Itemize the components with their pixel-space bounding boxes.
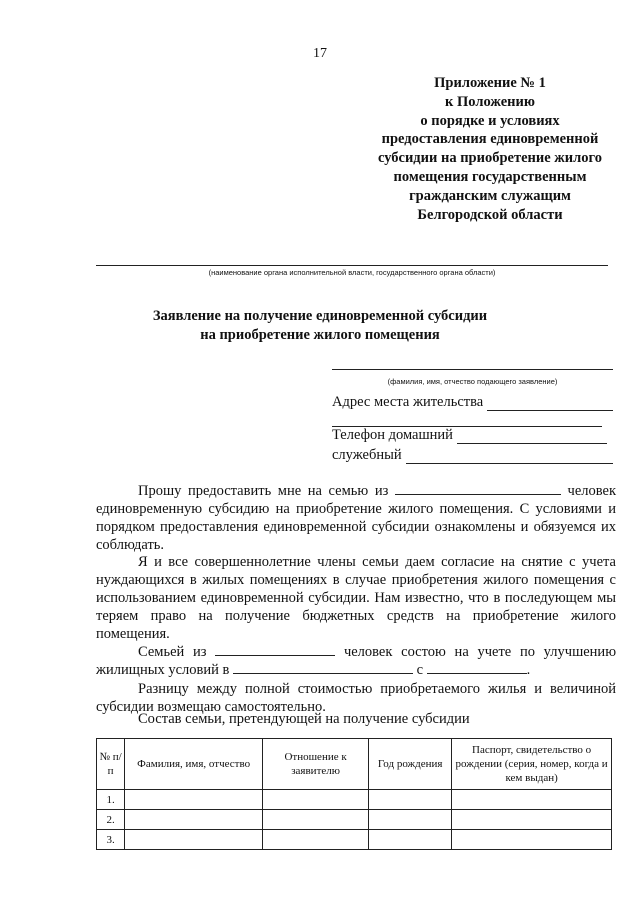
address-blank[interactable] xyxy=(487,396,613,411)
cell-relationship[interactable] xyxy=(263,810,369,830)
header-passport: Паспорт, свидетельство о рождении (серия, номер, когда и кем выдан) xyxy=(452,739,612,790)
header-relationship: Отношение к заявителю xyxy=(263,739,369,790)
request-text-start: Прошу предоставить мне на семью из xyxy=(138,483,389,499)
request-text-end: человек единовременную субсидию на приобретение жилого помещения. С условиями и порядком предоставления единовременной субсидии ознакомлены и обязуемся их соблюдать. xyxy=(96,483,617,553)
family-count-blank[interactable] xyxy=(215,643,335,656)
row-number: 3. xyxy=(97,830,125,850)
table-row xyxy=(97,830,612,850)
header-full-name: Фамилия, имя, отчество xyxy=(125,739,263,790)
org-name-caption: (наименование органа исполнительной власти, государственного органа области) xyxy=(208,268,496,277)
table-header-row xyxy=(97,739,612,790)
paragraph-waiting-list xyxy=(96,643,616,679)
address-field xyxy=(332,394,613,411)
cell-full-name[interactable] xyxy=(125,810,263,830)
cell-relationship[interactable] xyxy=(263,790,369,810)
cell-relationship[interactable] xyxy=(263,830,369,850)
work-phone-label: служебный xyxy=(332,447,402,463)
appendix-line: к Положению xyxy=(445,93,535,110)
cell-birth-year[interactable] xyxy=(369,810,452,830)
appendix-line: о порядке и условиях xyxy=(420,112,560,129)
work-phone-field xyxy=(332,447,613,464)
appendix-line: предоставления единовременной xyxy=(381,131,599,148)
appendix-line: гражданским служащим xyxy=(409,187,571,204)
appendix-header xyxy=(340,74,640,224)
cell-birth-year[interactable] xyxy=(369,790,452,810)
home-phone-blank[interactable] xyxy=(457,429,607,444)
family-size-blank[interactable] xyxy=(395,482,561,495)
waiting-text-1: Семьей из xyxy=(138,644,207,660)
appendix-line: помещения государственным xyxy=(393,168,587,185)
family-members-table xyxy=(96,738,612,850)
title-line-2: на приобретение жилого помещения xyxy=(200,327,440,343)
appendix-line: субсидии на приобретение жилого xyxy=(377,150,603,167)
appendix-line: Белгородской области xyxy=(417,206,563,223)
paragraph-request xyxy=(96,482,616,554)
paragraph-consent: Я и все совершеннолетние члены семьи даем согласие на снятие с учета нуждающихся в жилых помещениях в случае приобретения жилого помещения с использованием единовременной субсидии. Нам известно, что в последующем мы теряем право на получение бюджетных средств на приобретение жилого помещения. xyxy=(96,554,616,642)
address-label: Адрес места жительства xyxy=(332,394,484,410)
cell-full-name[interactable] xyxy=(125,790,263,810)
waiting-text-2: человек состою на учете по улучшению жилищных условий в xyxy=(96,644,617,678)
home-phone-label: Телефон домашний xyxy=(332,427,453,443)
header-birth-year: Год рождения xyxy=(369,739,452,790)
paragraph-difference: Разницу между полной стоимостью приобретаемого жилья и величиной субсидии возмещаю самостоятельно. xyxy=(96,681,616,715)
paragraph-family-composition: Состав семьи, претендующей на получение субсидии xyxy=(138,711,470,727)
cell-passport[interactable] xyxy=(452,830,612,850)
cell-passport[interactable] xyxy=(452,810,612,830)
date-blank[interactable] xyxy=(427,661,527,674)
cell-birth-year[interactable] xyxy=(369,830,452,850)
authority-blank[interactable] xyxy=(233,661,413,674)
page-number: 17 xyxy=(313,46,327,61)
document-title xyxy=(0,307,640,345)
waiting-text-4: . xyxy=(526,662,531,678)
work-phone-blank[interactable] xyxy=(406,449,613,464)
waiting-text-3: с xyxy=(416,662,424,678)
row-number: 2. xyxy=(97,810,125,830)
row-number: 1. xyxy=(97,790,125,810)
home-phone-field xyxy=(332,427,613,444)
header-number: № п/п xyxy=(97,739,125,790)
title-line-1: Заявление на получение единовременной субсидии xyxy=(152,308,488,324)
cell-full-name[interactable] xyxy=(125,830,263,850)
applicant-name-line[interactable] xyxy=(332,369,613,370)
cell-passport[interactable] xyxy=(452,790,612,810)
appendix-line: Приложение № 1 xyxy=(434,75,546,91)
org-name-line[interactable] xyxy=(96,265,608,266)
table-row xyxy=(97,790,612,810)
table-row xyxy=(97,810,612,830)
applicant-name-caption: (фамилия, имя, отчество подающего заявление) xyxy=(387,377,558,386)
